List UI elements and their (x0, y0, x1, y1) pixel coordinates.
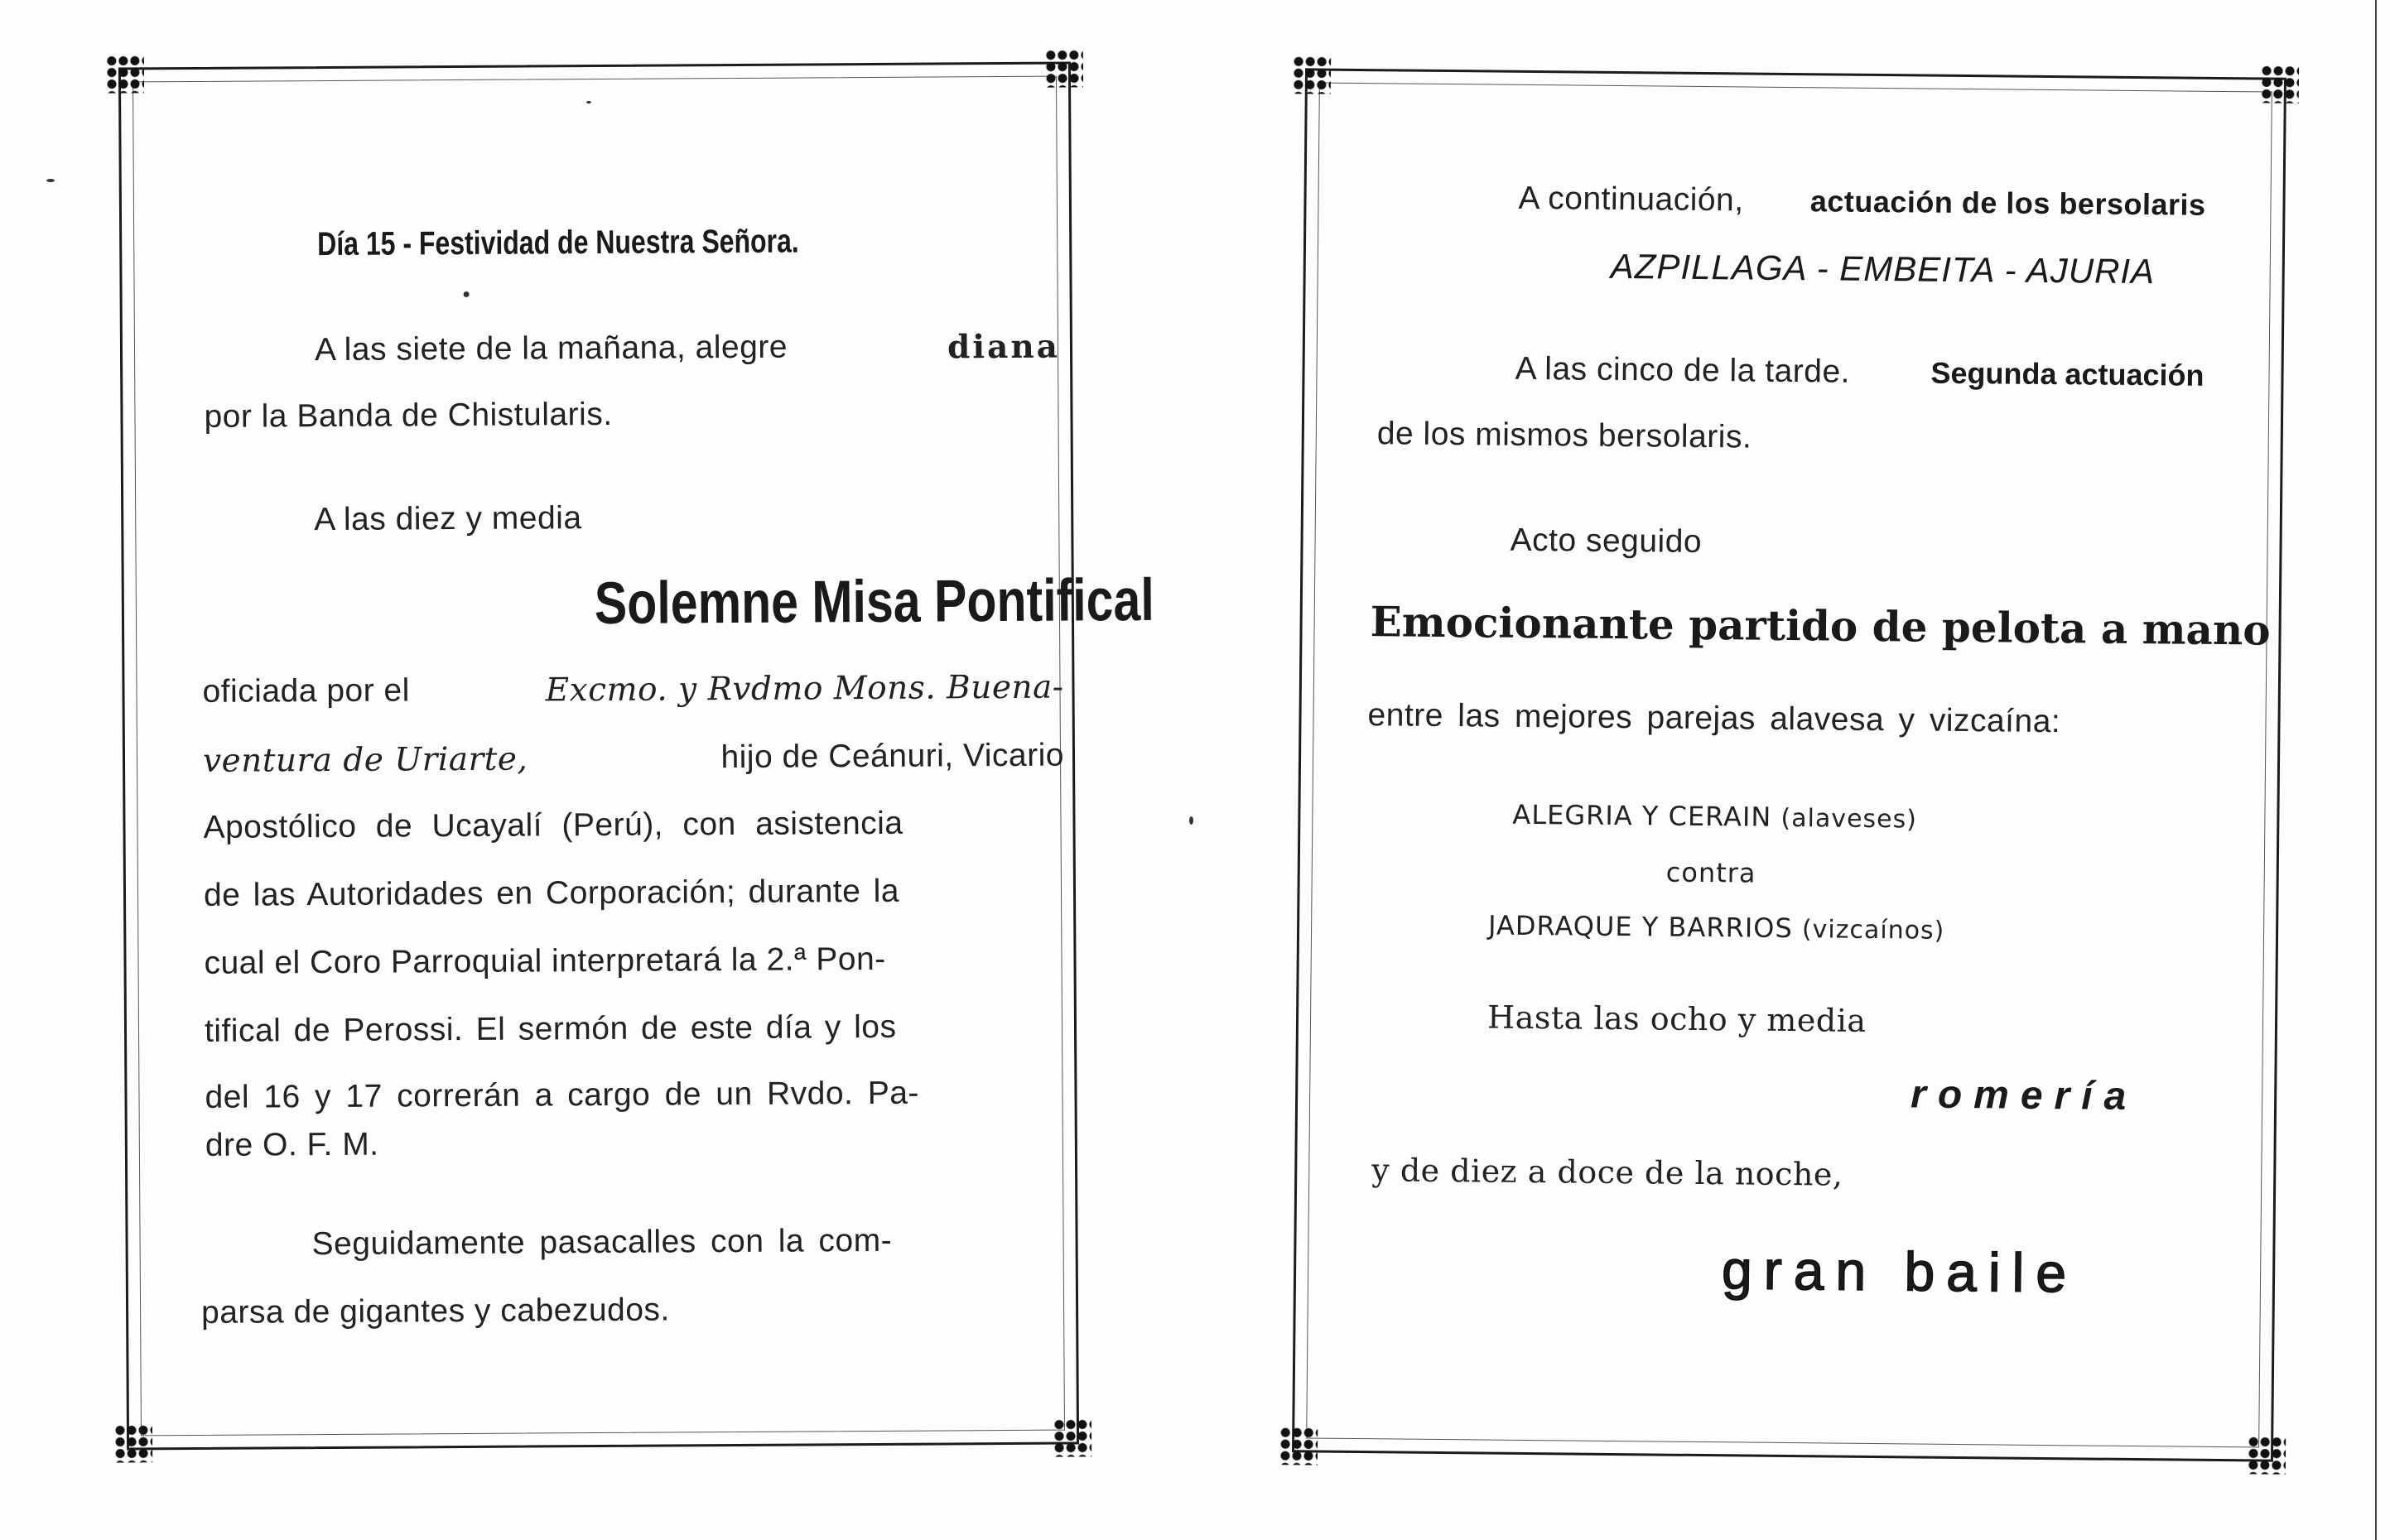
gran-baile-title: gran baile (1721, 1239, 2079, 1304)
team-vizcainos: JADRAQUE Y BARRIOS (vizcaínos) (1487, 909, 1945, 946)
corner-ornament-icon (106, 55, 144, 93)
mass-line-1: oficiada por el Excmo. y Rvdmo Mons. Buena- (202, 668, 1064, 710)
speck (586, 101, 591, 103)
mass-title: Solemne Misa Pontifical (594, 566, 1154, 638)
parade-line-1: Seguidamente pasacalles con la com- (311, 1222, 893, 1263)
dance-intro: y de diez a doce de la noche, (1371, 1152, 1843, 1193)
diana-line-2: por la Banda de Chistularis. (204, 396, 613, 435)
corner-ornament-icon (1053, 1418, 1091, 1456)
match-intro: Acto seguido (1510, 522, 1703, 560)
mass-line-3: Apostólico de Ucayalí (Perú), con asistencia (203, 805, 903, 845)
versus-label: contra (1665, 856, 1756, 889)
mass-line-4: de las Autoridades en Corporación; durante la (203, 873, 900, 913)
scan-edge-line (2375, 0, 2377, 1540)
speck (46, 179, 55, 182)
mass-line-7: del 16 y 17 correrán a cargo de un Rvdo. Pa- (205, 1075, 920, 1115)
diana-text: A las siete de la mañana, alegre (314, 329, 788, 368)
corner-ornament-icon (2261, 65, 2299, 103)
mass-intro: A las diez y media (314, 500, 582, 538)
match-title: Emocionante partido de pelota a mano (1370, 597, 2271, 655)
bersolaris-line-1: A continuación, actuación de los bersolaris (1518, 180, 2206, 222)
corner-ornament-icon (1293, 55, 1331, 94)
second-act-line-2: de los mismos bersolaris. (1376, 416, 1752, 455)
diana-word: diana (947, 327, 1061, 367)
mass-line-8: dre O. F. M. (205, 1126, 379, 1163)
second-act-line-1: A las cinco de la tarde. Segunda actuación (1515, 350, 2204, 392)
program-page-right (1292, 68, 2286, 1461)
bersolaris-names: AZPILLAGA - EMBEITA - AJURIA (1610, 246, 2156, 291)
corner-ornament-icon (114, 1424, 152, 1462)
mass-line-5: cual el Coro Parroquial interpretará la 2.ª Pon- (204, 941, 886, 981)
corner-ornament-icon (2248, 1436, 2286, 1474)
speck (464, 291, 470, 297)
corner-ornament-icon (1045, 49, 1083, 87)
day-heading: Día 15 - Festividad de Nuestra Señora. (317, 223, 799, 263)
romeria-intro: Hasta las ocho y media (1487, 999, 1867, 1039)
corner-ornament-icon (1279, 1427, 1318, 1465)
mass-line-6: tifical de Perossi. El sermón de este día y los (204, 1008, 897, 1049)
romeria-title: romería (1910, 1072, 2138, 1119)
mass-line-2: ventura de Uriarte, hijo de Ceánuri, Vicario (202, 737, 1065, 780)
parade-line-2: parsa de gigantes y cabezudos. (200, 1292, 670, 1331)
speck (1189, 816, 1193, 825)
program-page-left (118, 62, 1154, 1451)
team-alaveses: ALEGRIA Y CERAIN (alaveses) (1512, 798, 1918, 835)
diana-line (315, 328, 1060, 370)
match-pairs: entre las mejores parejas alavesa y vizcaína: (1367, 697, 2061, 740)
